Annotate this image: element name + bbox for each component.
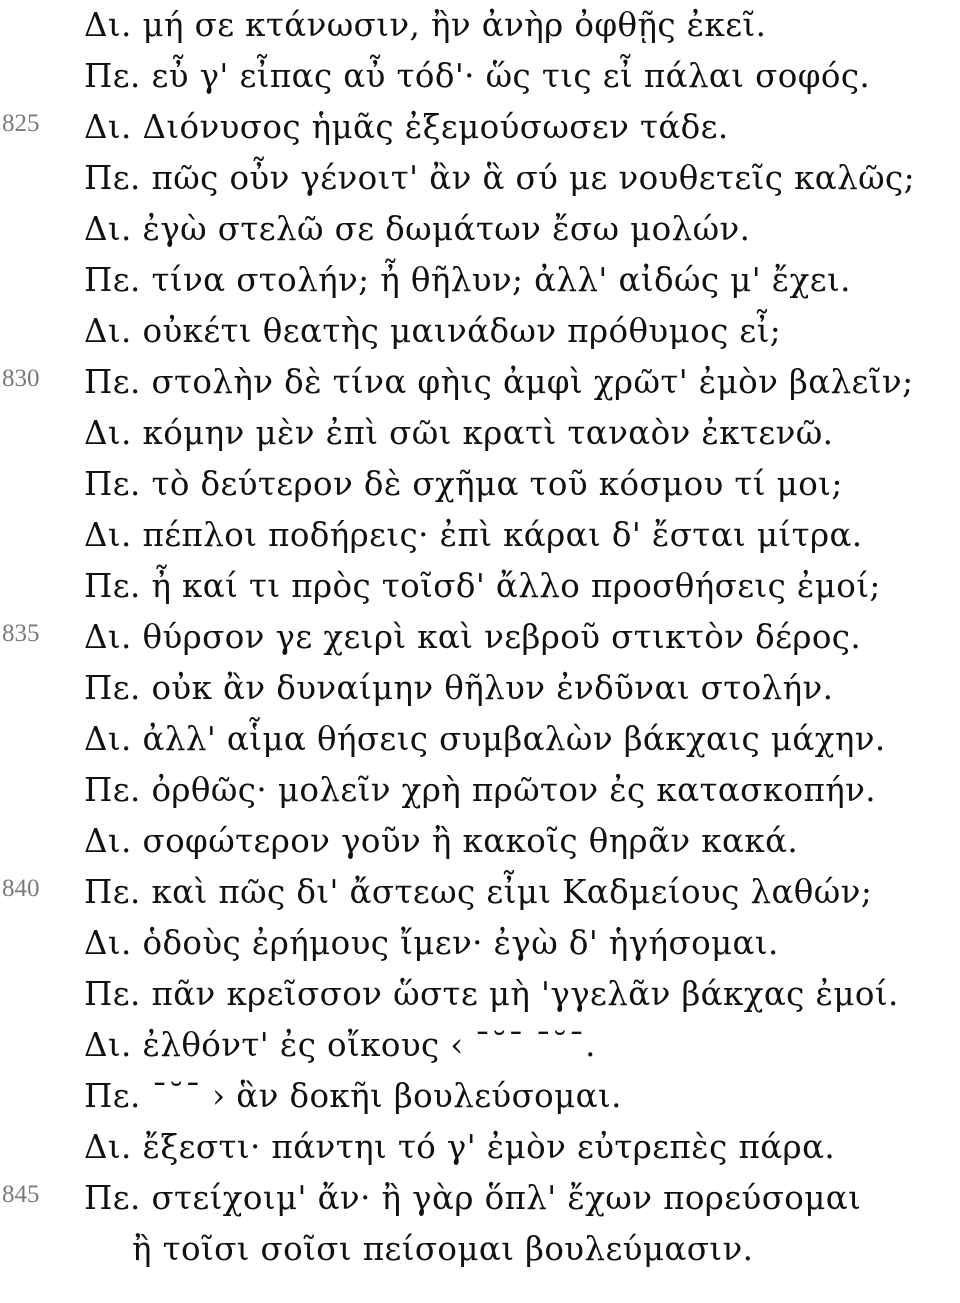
speaker-label: Δι. bbox=[84, 1128, 132, 1166]
verse-content: πέπλοι ποδήρεις· ἐπὶ κάραι δ' ἔσται μίτρα. bbox=[142, 516, 863, 554]
verse-content: ἀλλ' αἷμα θήσεις συμβαλὼν βάκχαις μάχην. bbox=[142, 720, 886, 758]
verse-line bbox=[0, 0, 960, 50]
verse-text bbox=[84, 867, 872, 917]
line-number: 845 bbox=[2, 1181, 40, 1208]
speaker-label: Δι. bbox=[84, 414, 132, 452]
verse-text bbox=[84, 765, 876, 815]
verse-line bbox=[0, 153, 960, 203]
verse-content: ὁδοὺς ἐρήμους ἴμεν· ἐγὼ δ' ἡγήσομαι. bbox=[142, 924, 779, 962]
verse-content: τὸ δεύτερον δὲ σχῆμα τοῦ κόσμου τί μοι; bbox=[151, 465, 843, 503]
line-number: 830 bbox=[2, 365, 40, 392]
verse-line bbox=[0, 663, 960, 713]
verse-line bbox=[0, 1122, 960, 1172]
verse-text bbox=[84, 1122, 835, 1172]
verse-text bbox=[84, 663, 833, 713]
verse-content: καὶ πῶς δι' ἄστεως εἶμι Καδμείους λαθών; bbox=[151, 873, 873, 911]
verse-content: τίνα στολήν; ἦ θῆλυν; ἀλλ' αἰδώς μ' ἔχει. bbox=[151, 261, 851, 299]
speaker-label: Δι. bbox=[84, 720, 132, 758]
speaker-label: Δι. bbox=[84, 210, 132, 248]
verse-content: ἔξεστι· πάντηι τό γ' ἐμὸν εὐτρεπὲς πάρα. bbox=[142, 1128, 836, 1166]
verse-text bbox=[84, 357, 913, 407]
verse-content: πῶς οὖν γένοιτ' ἂν ἃ σύ με νουθετεῖς καλῶς; bbox=[151, 159, 915, 197]
speaker-label: Πε. bbox=[84, 669, 141, 707]
verse-text bbox=[84, 408, 833, 458]
speaker-label: Πε. bbox=[84, 1179, 141, 1217]
verse-content: ἢ τοῖσι σοῖσι πείσομαι βουλεύμασιν. bbox=[132, 1230, 754, 1268]
speaker-label: Πε. bbox=[84, 975, 141, 1013]
verse-content: οὐκ ἂν δυναίμην θῆλυν ἐνδῦναι στολήν. bbox=[151, 669, 834, 707]
verse-line bbox=[0, 1020, 960, 1070]
verse-line bbox=[0, 816, 960, 866]
verse-text bbox=[84, 969, 899, 1019]
verse-text bbox=[84, 714, 886, 764]
verse-text bbox=[84, 102, 729, 152]
verse-text bbox=[84, 459, 843, 509]
speaker-label: Δι. bbox=[84, 6, 132, 44]
verse-line bbox=[0, 102, 960, 152]
verse-text bbox=[84, 0, 766, 50]
verse-line bbox=[0, 714, 960, 764]
verse-text bbox=[84, 204, 750, 254]
verse-line bbox=[0, 969, 960, 1019]
verse-content: ¯˘¯ › ἃν δοκῆι βουλεύσομαι. bbox=[151, 1077, 622, 1115]
verse-line bbox=[0, 51, 960, 101]
verse-text bbox=[84, 816, 798, 866]
verse-text bbox=[84, 306, 781, 356]
verse-line bbox=[0, 255, 960, 305]
verse-line bbox=[0, 510, 960, 560]
verse-line bbox=[0, 918, 960, 968]
speaker-label: Δι. bbox=[84, 1026, 132, 1064]
verse-text bbox=[84, 153, 915, 203]
verse-content: πᾶν κρεῖσσον ὥστε μὴ 'γγελᾶν βάκχας ἐμοί. bbox=[151, 975, 899, 1013]
verse-text bbox=[84, 1071, 622, 1121]
speaker-label: Πε. bbox=[84, 57, 141, 95]
speaker-label: Πε. bbox=[84, 771, 141, 809]
verse-text bbox=[84, 612, 861, 662]
verse-line bbox=[0, 1173, 960, 1223]
verse-content: μή σε κτάνωσιν, ἢν ἀνὴρ ὀφθῇς ἐκεῖ. bbox=[142, 6, 767, 44]
verse-content: κόμην μὲν ἐπὶ σῶι κρατὶ ταναὸν ἐκτενῶ. bbox=[142, 414, 834, 452]
verse-line bbox=[0, 306, 960, 356]
verse-line bbox=[0, 561, 960, 611]
speaker-label: Δι. bbox=[84, 924, 132, 962]
verse-text bbox=[132, 1224, 753, 1274]
speaker-label: Δι. bbox=[84, 312, 132, 350]
verse-content: θύρσον γε χειρὶ καὶ νεβροῦ στικτὸν δέρος. bbox=[142, 618, 862, 656]
verse-line bbox=[0, 1224, 960, 1274]
speaker-label: Πε. bbox=[84, 873, 141, 911]
speaker-label: Πε. bbox=[84, 567, 141, 605]
speaker-label: Πε. bbox=[84, 363, 141, 401]
verse-text bbox=[84, 510, 863, 560]
verse-line bbox=[0, 867, 960, 917]
speaker-label: Πε. bbox=[84, 1077, 141, 1115]
verse-line bbox=[0, 357, 960, 407]
verse-content: ἐγὼ στελῶ σε δωμάτων ἔσω μολών. bbox=[142, 210, 751, 248]
verse-text bbox=[84, 1173, 861, 1223]
line-number: 835 bbox=[2, 620, 40, 647]
verse-line bbox=[0, 204, 960, 254]
verse-content: στολὴν δὲ τίνα φὴις ἀμφὶ χρῶτ' ἐμὸν βαλεῖν; bbox=[151, 363, 914, 401]
verse-content: οὐκέτι θεατὴς μαινάδων πρόθυμος εἶ; bbox=[142, 312, 782, 350]
verse-line bbox=[0, 408, 960, 458]
verse-text bbox=[84, 255, 851, 305]
verse-line bbox=[0, 765, 960, 815]
verse-line bbox=[0, 459, 960, 509]
speaker-label: Δι. bbox=[84, 618, 132, 656]
line-number: 840 bbox=[2, 875, 40, 902]
line-number: 825 bbox=[2, 110, 40, 137]
verse-text bbox=[84, 561, 881, 611]
verse-line bbox=[0, 1071, 960, 1121]
verse-content: στείχοιμ' ἄν· ἢ γὰρ ὅπλ' ἔχων πορεύσομαι bbox=[151, 1179, 862, 1217]
verse-content: ἦ καί τι πρὸς τοῖσδ' ἄλλο προσθήσεις ἐμοί; bbox=[151, 567, 881, 605]
speaker-label: Πε. bbox=[84, 159, 141, 197]
speaker-label: Δι. bbox=[84, 822, 132, 860]
speaker-label: Δι. bbox=[84, 108, 132, 146]
verse-text bbox=[84, 1020, 596, 1070]
verse-content: ἐλθόντ' ἐς οἴκους ‹ ¯˘¯ ¯˘¯. bbox=[142, 1026, 596, 1064]
verse-text bbox=[84, 918, 779, 968]
verse-text bbox=[84, 51, 870, 101]
verse-line bbox=[0, 612, 960, 662]
speaker-label: Πε. bbox=[84, 261, 141, 299]
speaker-label: Δι. bbox=[84, 516, 132, 554]
verse-content: σοφώτερον γοῦν ἢ κακοῖς θηρᾶν κακά. bbox=[142, 822, 799, 860]
verse-content: ὀρθῶς· μολεῖν χρὴ πρῶτον ἐς κατασκοπήν. bbox=[151, 771, 876, 809]
speaker-label: Πε. bbox=[84, 465, 141, 503]
verse-content: Διόνυσος ἡμᾶς ἐξεμούσωσεν τάδε. bbox=[142, 108, 729, 146]
verse-content: εὖ γ' εἶπας αὖ τόδ'· ὥς τις εἶ πάλαι σοφός. bbox=[151, 57, 871, 95]
